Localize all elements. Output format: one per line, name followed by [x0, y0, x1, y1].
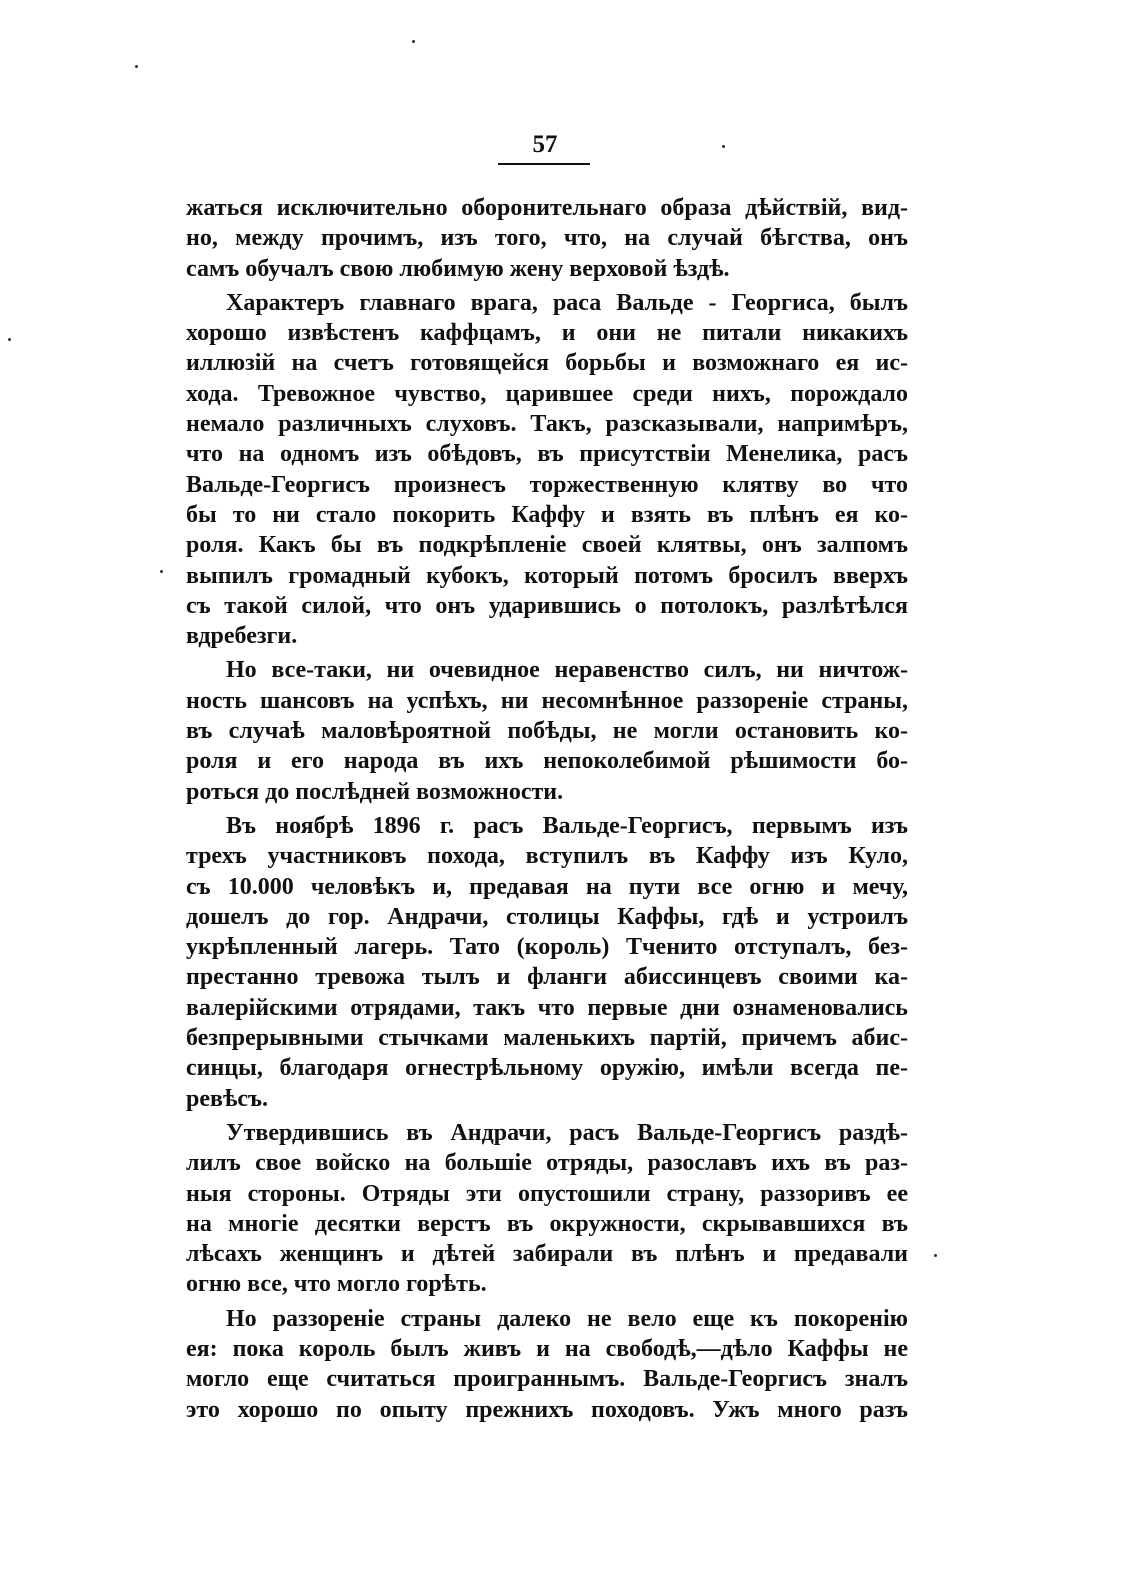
text-line: съ 10.000 человѣкъ и, предавая на пути все огню и мечу,: [186, 873, 908, 900]
text-line: хода. Тревожное чувство, царившее среди нихъ, порождало: [186, 380, 908, 407]
page-number: 57: [532, 131, 558, 158]
scan-speck: [722, 145, 725, 148]
text-line: роться до послѣдней возможности.: [186, 778, 564, 805]
text-line: безпрерывными стычками маленькихъ партій, причемъ абис-: [186, 1025, 908, 1052]
text-line: ныя стороны. Отряды эти опустошили страну, раззоривъ ее: [186, 1180, 908, 1207]
text-line: хорошо извѣстенъ каффцамъ, и они не питали никакихъ: [186, 320, 908, 347]
text-line: лилъ свое войско на большіе отряды, разославъ ихъ въ раз-: [186, 1150, 908, 1177]
text-line: валерійскими отрядами, такъ что первые дни ознаменовались: [186, 994, 908, 1021]
text-line: укрѣпленный лагерь. Тато (король) Тченито отступалъ, без-: [186, 934, 908, 961]
scan-speck: [135, 65, 138, 68]
scan-speck: [160, 570, 163, 573]
text-line: но, между прочимъ, изъ того, что, на случай бѣгства, онъ: [186, 225, 908, 252]
text-line: это хорошо по опыту прежнихъ походовъ. Ужъ много разъ: [186, 1396, 908, 1423]
scan-speck: [934, 1254, 937, 1257]
scan-speck: [412, 40, 415, 43]
text-line: роля и его народа въ ихъ непоколебимой рѣшимости бо-: [186, 748, 908, 775]
text-line: Въ ноябрѣ 1896 г. расъ Вальде-Георгисъ, первымъ изъ: [226, 812, 908, 839]
text-line: жаться исключительно оборонительнаго образа дѣйствій, вид-: [186, 195, 908, 221]
scan-speck: [8, 338, 11, 341]
text-line: иллюзій на счетъ готовящейся борьбы и возможнаго ея ис-: [186, 350, 908, 377]
paragraph-1: [186, 193, 908, 284]
text-line: самъ обучалъ свою любимую жену верховой ѣздѣ.: [186, 255, 730, 282]
paragraph-5: [186, 1118, 908, 1300]
text-line: Вальде-Георгисъ произнесъ торжественную клятву во что: [186, 471, 908, 498]
text-line: что на одномъ изъ обѣдовъ, въ присутствіи Менелика, расъ: [186, 441, 908, 468]
text-line: съ такой силой, что онъ ударившись о потолокъ, разлѣтѣлся: [186, 592, 908, 619]
text-line: ревѣсъ.: [186, 1085, 269, 1112]
text-line: Утвердившись въ Андрачи, расъ Вальде-Георгисъ раздѣ-: [226, 1119, 908, 1146]
text-line: дошелъ до гор. Андрачи, столицы Каффы, гдѣ и устроилъ: [186, 903, 908, 930]
text-line: на многіе десятки верстъ въ окружности, скрывавшихся въ: [186, 1210, 908, 1237]
text-line: ность шансовъ на успѣхъ, ни несомнѣнное раззореніе страны,: [186, 687, 908, 714]
paragraph-2: [186, 288, 908, 652]
text-line: въ случаѣ маловѣроятной побѣды, не могли остановить ко-: [186, 718, 908, 745]
text-line: ея: пока король былъ живъ и на свободѣ,—дѣло Каффы не: [186, 1335, 908, 1362]
text-line: престанно тревожа тылъ и фланги абиссинцевъ своими ка-: [186, 964, 908, 991]
body-text: [186, 193, 908, 1425]
text-line: лѣсахъ женщинъ и дѣтей забирали въ плѣнъ и предавали: [186, 1241, 908, 1268]
text-line: могло еще считаться проиграннымъ. Вальде-Георгисъ зналъ: [186, 1366, 908, 1393]
text-line: Но все-таки, ни очевидное неравенство силъ, ни ничтож-: [226, 657, 908, 684]
paragraph-4: [186, 811, 908, 1114]
text-line: вдребезги.: [186, 623, 298, 650]
text-line: огню все, что могло горѣть.: [186, 1271, 487, 1298]
page-number-rule: [498, 163, 590, 165]
text-line: трехъ участниковъ похода, вступилъ въ Каффу изъ Куло,: [186, 843, 908, 870]
text-line: роля. Какъ бы въ подкрѣпленіе своей клятвы, онъ залпомъ: [186, 532, 908, 559]
text-line: Характеръ главнаго врага, раса Вальде - Георгиса, былъ: [226, 289, 908, 316]
text-line: немало различныхъ слуховъ. Такъ, разсказывали, напримѣръ,: [186, 411, 908, 438]
text-line: бы то ни стало покорить Каффу и взять въ плѣнъ ея ко-: [186, 501, 908, 528]
text-line: выпилъ громадный кубокъ, который потомъ бросилъ вверхъ: [186, 562, 908, 589]
paragraph-3: [186, 655, 908, 806]
paragraph-6: [186, 1304, 908, 1425]
text-line: синцы, благодаря огнестрѣльному оружію, имѣли всегда пе-: [186, 1055, 908, 1082]
text-line: Но раззореніе страны далеко не вело еще къ покоренію: [226, 1305, 908, 1332]
